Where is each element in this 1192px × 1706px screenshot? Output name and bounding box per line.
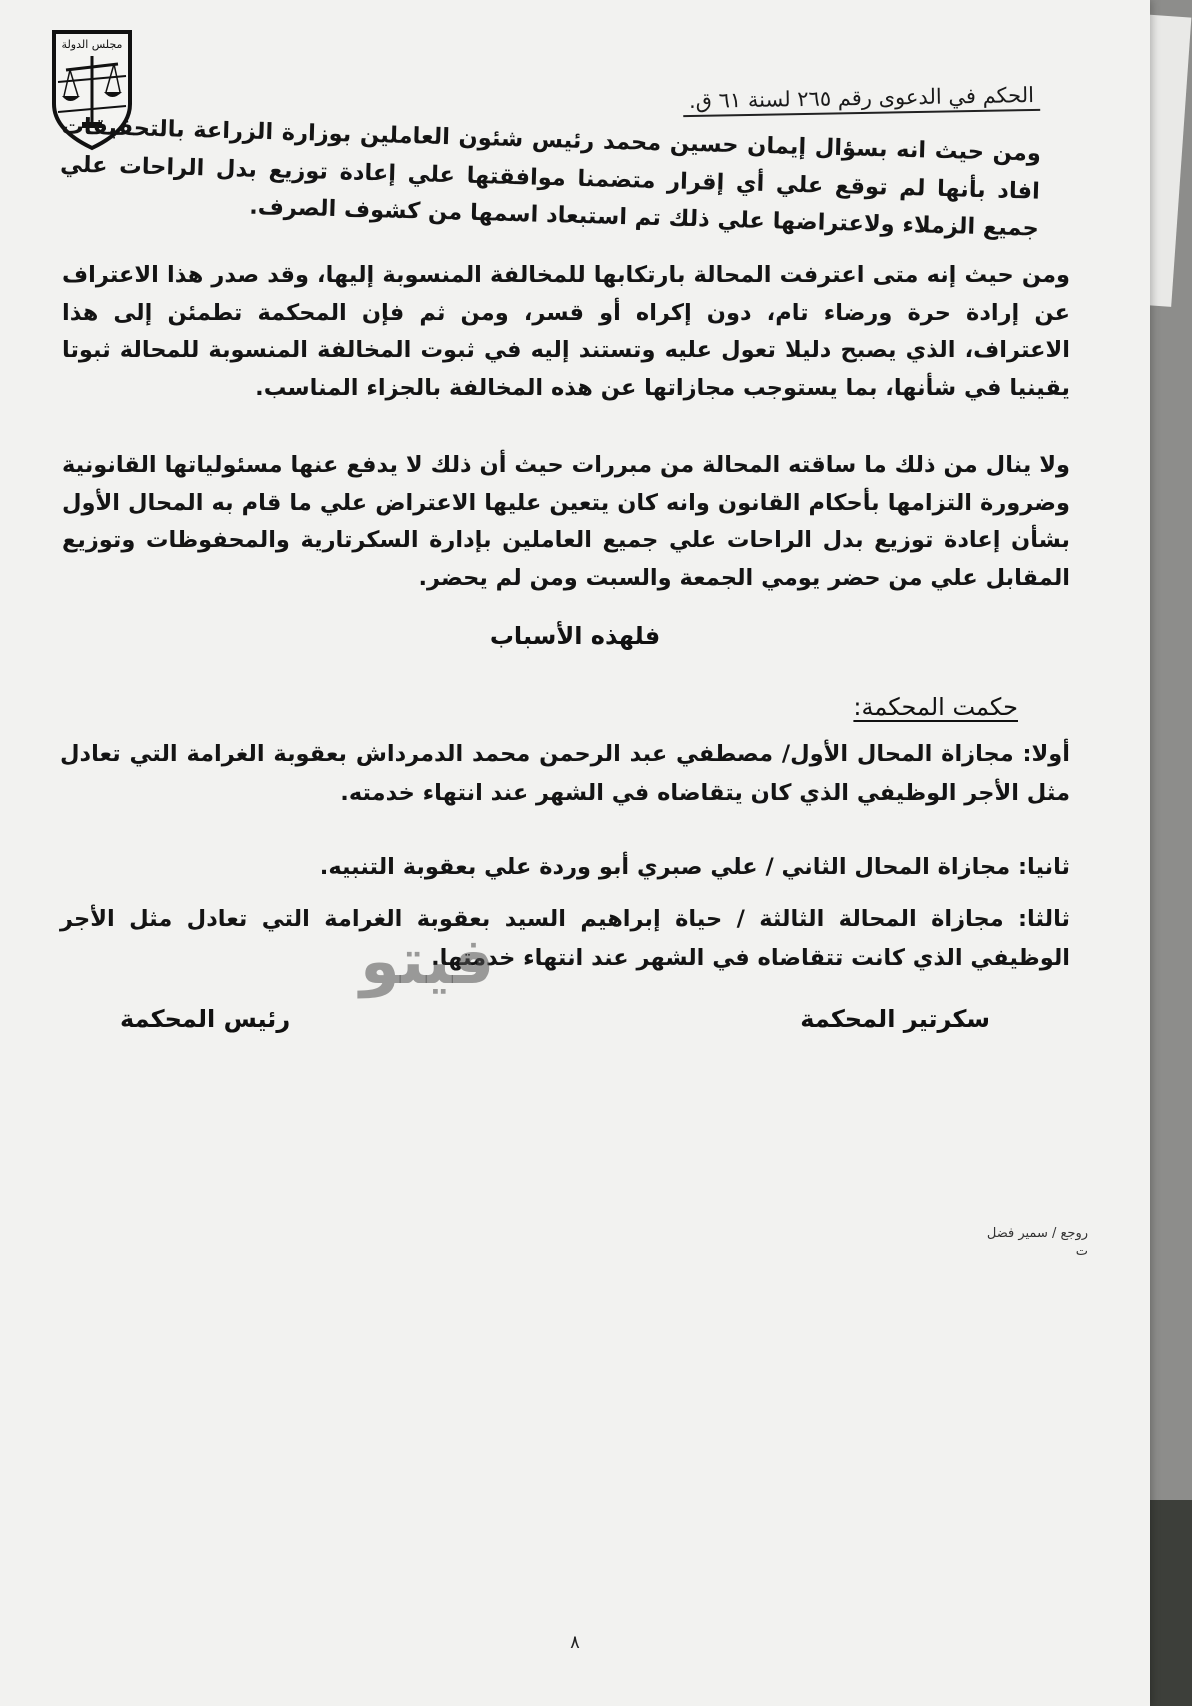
page-number: ٨ [570, 1632, 580, 1653]
case-number: الحكم في الدعوى رقم ٢٦٥ لسنة ٦١ ق. [683, 83, 1040, 117]
secretary-signature-label: سكرتير المحكمة [800, 1005, 990, 1033]
paragraph-2: ومن حيث إنه متى اعترفت المحالة بارتكابها للمخالفة المنسوبة إليها، وقد صدر هذا الاعتراف عن إرادة حرة ورضاء تام، دون إكراه أو قسر، ومن ثم فإن المحكمة تطمئن إلى هذا الاعتراف، الذي يصبح دليلا تعول عليه وتستند إليه في ثبوت المخالفة المنسوبة للمحالة ثبوتا يقينيا في شأنها، بما يستوجب مجازاتها عن هذه المخالفة بالجزاء المناسب. [62, 262, 1070, 401]
ruling-item-2: ثانيا: مجازاة المحال الثاني / علي صبري أبو وردة علي بعقوبة التنبيه. [319, 854, 1070, 880]
causes-heading: فلهذه الأسباب [489, 622, 661, 650]
watermark: فيتو [360, 925, 495, 999]
ruling-item-3: ثالثا: مجازاة المحالة الثالثة / حياة إبراهيم السيد بعقوبة الغرامة التي تعادل مثل الأجر الوظيفي الذي كانت تتقاضاه في الشهر عند انتهاء خدمتها. [60, 906, 1070, 971]
ruling-heading: حكمت المحكمة: [853, 693, 1018, 721]
paragraph-1: ومن حيث انه بسؤال إيمان حسين محمد رئيس شئون العاملين بوزارة الزراعة بالتحقيقات افاد بأنها لم توقع علي أي إقرار متضمنا موافقتها علي إعادة توزيع بدل الراحات علي جميع الزملاء ولاعتراضها علي ذلك تم استبعاد اسمها من كشوف الصرف. [59, 113, 1042, 242]
logo-text: مجلس الدولة [61, 38, 123, 51]
paragraph-3: ولا ينال من ذلك ما ساقته المحالة من مبررات حيث أن ذلك لا يدفع عنها مسئولياتها القانونية وضرورة التزامها بأحكام القانون وانه كان يتعين عليها الاعتراض علي ما قام به المحال الأول بشأن إعادة توزيع بدل الراحات علي جميع العاملين بإدارة السكرتارية والمحفوظات وتوزيع المقابل علي من حضر يومي الجمعة والسبت ومن لم يحضر. [62, 452, 1070, 591]
president-signature-label: رئيس المحكمة [120, 1005, 291, 1033]
review-note [987, 1225, 1088, 1261]
review-note-line-1: روجع / سمير فضل [986, 1226, 1088, 1241]
desk-edge [1146, 1500, 1192, 1706]
review-note-line-2: ت [1075, 1244, 1088, 1259]
ruling-item-1: أولا: مجازاة المحال الأول/ مصطفي عبد الرحمن محمد الدمرداش بعقوبة الغرامة التي تعادل مثل الأجر الوظيفي الذي كان يتقاضاه في الشهر عند انتهاء خدمته. [60, 741, 1070, 806]
